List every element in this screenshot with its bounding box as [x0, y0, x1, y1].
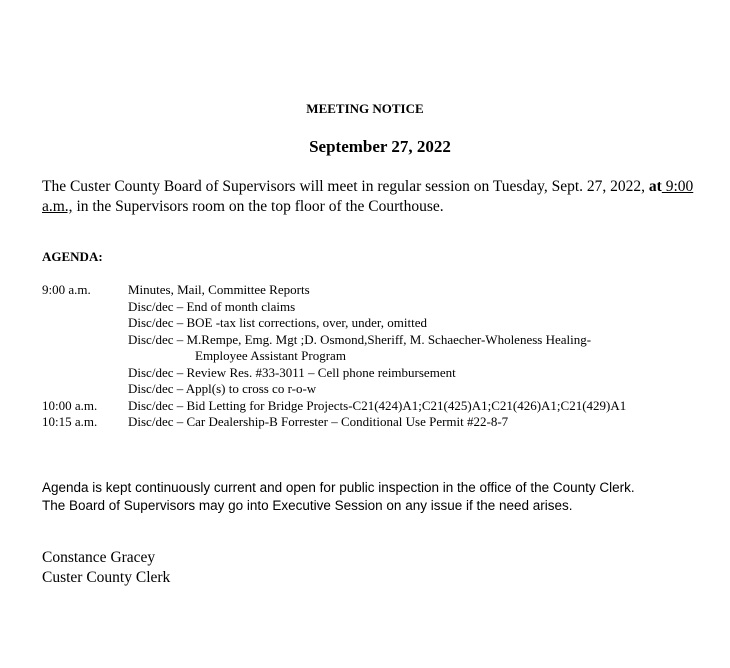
meeting-date: September 27, 2022	[309, 137, 451, 156]
agenda-heading: AGENDA:	[42, 249, 103, 264]
intro-paragraph	[42, 177, 702, 217]
public-notice	[42, 479, 635, 515]
notice-line: Agenda is kept continuously current and open for public inspection in the office of the County Clerk.	[42, 480, 635, 495]
agenda-item: Disc/dec – Appl(s) to cross co r-o-w	[128, 381, 317, 396]
signature-block	[42, 548, 170, 588]
agenda-time: 10:00 a.m.	[42, 397, 98, 413]
intro-at: at	[645, 178, 662, 195]
agenda-item: Disc/dec – Review Res. #33-3011 – Cell phone reimbursement	[128, 364, 456, 380]
signature-title: Custer County Clerk	[42, 569, 171, 586]
agenda-item: Disc/dec – Car Dealership-B Forrester – Conditional Use Permit #22-8-7	[128, 414, 509, 429]
agenda-item: Employee Assistant Program	[195, 348, 346, 363]
agenda-item: Disc/dec – BOE -tax list corrections, over, under, omitted	[128, 315, 427, 330]
agenda-time: 10:15 a.m.	[42, 414, 98, 429]
intro-text-1: The Custer County Board of Supervisors will meet in regular session on Tuesday, Sept. 27, 2022,	[42, 178, 646, 195]
intro-text-2: in the Supervisors room on the top floor of the Courthouse.	[72, 198, 444, 215]
signature-name: Constance Gracey	[42, 549, 156, 566]
agenda-item: Disc/dec – Bid Letting for Bridge Projects-C21(424)A1;C21(425)A1;C21(426)A1;C21(429)A1	[128, 397, 627, 413]
page-title: MEETING NOTICE	[306, 101, 424, 116]
meeting-time: 9:00 a.m.,	[42, 178, 694, 215]
agenda-time: 9:00 a.m.	[42, 282, 91, 297]
notice-line: The Board of Supervisors may go into Executive Session on any issue if the need arises.	[42, 498, 573, 513]
agenda-item: Disc/dec – M.Rempe, Emg. Mgt ;D. Osmond,Sheriff, M. Schaecher-Wholeness Healing-	[128, 331, 592, 347]
agenda-item: Disc/dec – End of month claims	[128, 298, 296, 314]
agenda-item: Minutes, Mail, Committee Reports	[128, 282, 310, 297]
